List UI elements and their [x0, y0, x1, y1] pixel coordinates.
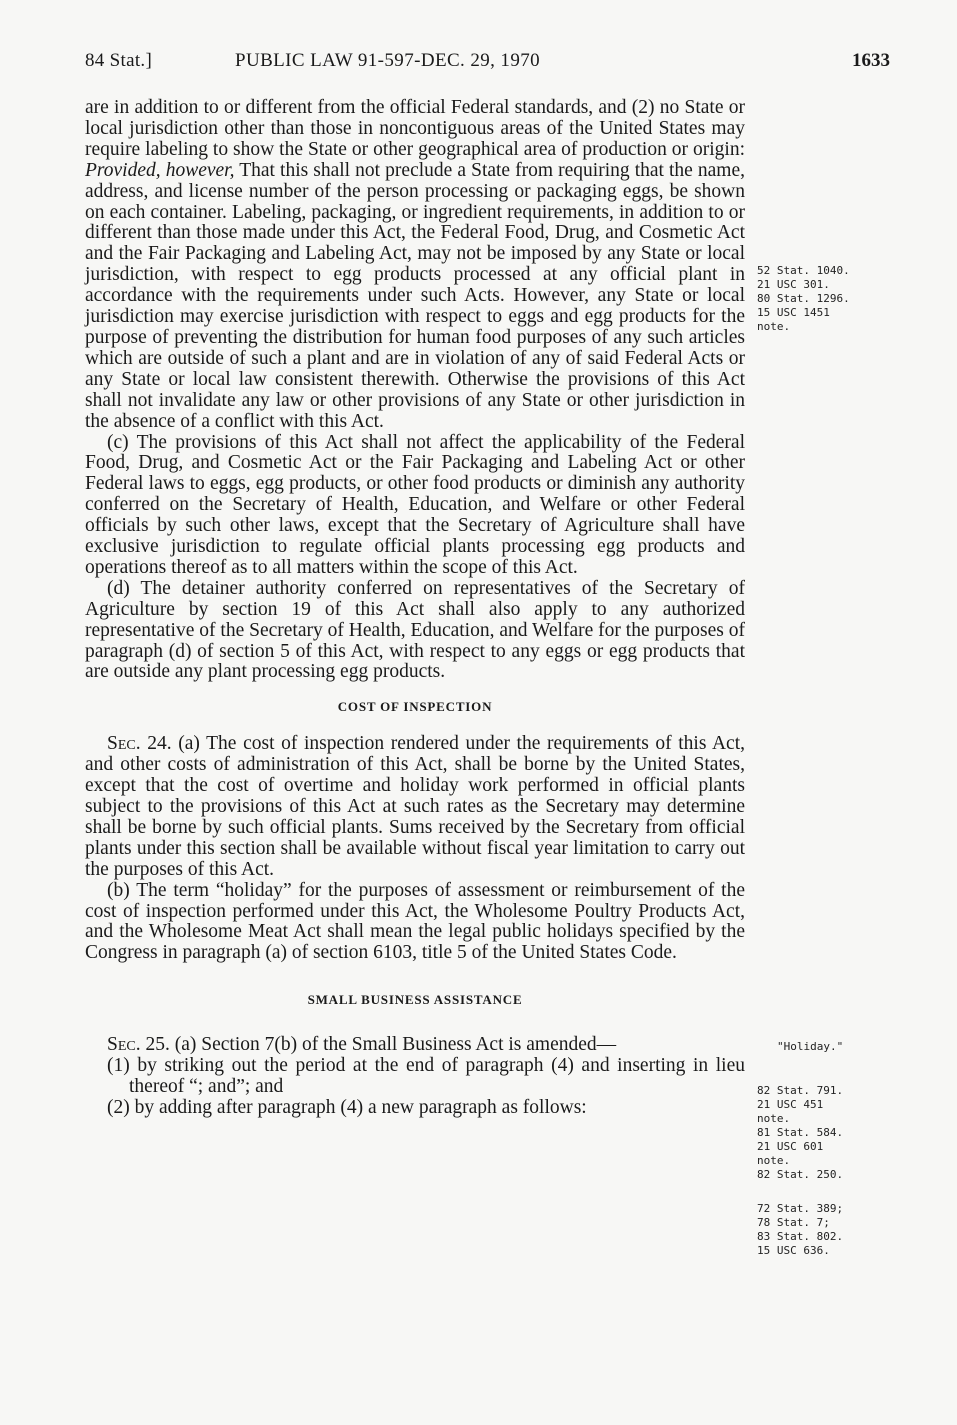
heading-cost-of-inspection: COST OF INSPECTION [337, 699, 493, 715]
section-25-a: Sec. 25. (a) Section 7(b) of the Small Business Act is amended— [107, 1034, 617, 1056]
section-25-item-2: (2) by adding after paragraph (4) a new paragraph as follows: [107, 1096, 587, 1118]
paragraph-preemption: are in addition to or different from the official Federal standards, and (2) no State or local jurisdiction other than those in noncontiguous areas of the United States may require labeling to show the State or other geographical area of production or origin: Provided, however, That this shall not preclude a State from requiring that the name, address, and license number of the person processing or packaging eggs, be shown on each container. Labeling, packaging, or ingredient requirements, in addition to or different than those made under this Act, the Federal Food, Drug, and Cosmetic Act and the Fair Packaging and Labeling Act, may not be imposed by any State or local jurisdiction, with respect to egg products processed at any official plant in accordance with the requirements under such Acts. However, any State or local jurisdiction may exercise jurisdiction with respect to eggs and egg products for the purpose of preventing the distribution for human food purposes of any such articles which are outside of such a plant and are in violation of any of said Federal Acts or any State or local law consistent therewith. Otherwise the provisions of this Act shall not invalidate any law or other provisions of any State or other jurisdiction in the absence of a conflict with this Act. [85, 97, 746, 432]
section-25-item-1: (1) by striking out the period at the end of paragraph (4) and inserting in lieu thereof “; and”; and [107, 1055, 745, 1097]
heading-small-business-assistance: SMALL BUSINESS ASSISTANCE [307, 992, 523, 1008]
running-head [85, 50, 890, 80]
proviso: Provided, however, [85, 159, 235, 181]
body-text [85, 98, 745, 1119]
page-number: 1633 [852, 50, 890, 71]
section-label: Sec. 24. [107, 733, 172, 755]
section-24-a: Sec. 24. (a) The cost of inspection rendered under the requirements of this Act, and other costs of administration of this Act, shall be borne by the United States, except that the cost of overtime and holiday work performed in official plants subject to the provisions of this Act at such rates as the Secretary may determine shall be borne by such official plants. Sums received by the Secretary from official plants under this section shall be available without fiscal year limitation to carry out the purposes of this Act. [85, 733, 745, 880]
volume-reference: 84 Stat.] [85, 50, 153, 71]
margin-note-holiday: "Holiday." [777, 1040, 844, 1053]
paragraph-d: (d) The detainer authority conferred on representatives of the Secretary of Agriculture by section 19 of this Act shall also apply to any authorized representative of the Secretary of Health, Education, and Welfare for the purposes of paragraph (d) of section 5 of this Act, with respect to any eggs or egg products that are outside any plant processing egg products. [85, 577, 745, 683]
margin-note-stat-citations-1: 52 Stat. 1040. 21 USC 301. 80 Stat. 1296. 15 USC 1451 note. [757, 264, 850, 333]
section-label: Sec. 25. [107, 1034, 170, 1056]
margin-note-stat-citations-3: 72 Stat. 389; 78 Stat. 7; 83 Stat. 802. 15 USC 636. [757, 1202, 844, 1257]
law-title: PUBLIC LAW 91-597-DEC. 29, 1970 [235, 50, 541, 71]
section-24-b: (b) The term “holiday” for the purposes of assessment or reimbursement of the cost of inspection performed under this Act, the Wholesome Poultry Products Act, and the Wholesome Meat Act shall mean the legal public holidays specified by the Congress in paragraph (a) of section 6103, title 5 of the United States Code. [85, 879, 745, 964]
paragraph-c: (c) The provisions of this Act shall not affect the applicability of the Federal Food, Drug, and Cosmetic Act or the Fair Packaging and Labeling Act or other Federal laws to eggs, egg products, or other food products or diminish any authority conferred on the Secretary of Health, Education, and Welfare or other Federal officials by such other laws, except that the Secretary of Agriculture shall have exclusive jurisdiction to regulate official plants processing egg products and operations thereof as to all matters within the scope of this Act. [85, 431, 745, 578]
margin-note-stat-citations-2: 82 Stat. 791. 21 USC 451 note. 81 Stat. 584. 21 USC 601 note. 82 Stat. 250. [757, 1084, 844, 1181]
